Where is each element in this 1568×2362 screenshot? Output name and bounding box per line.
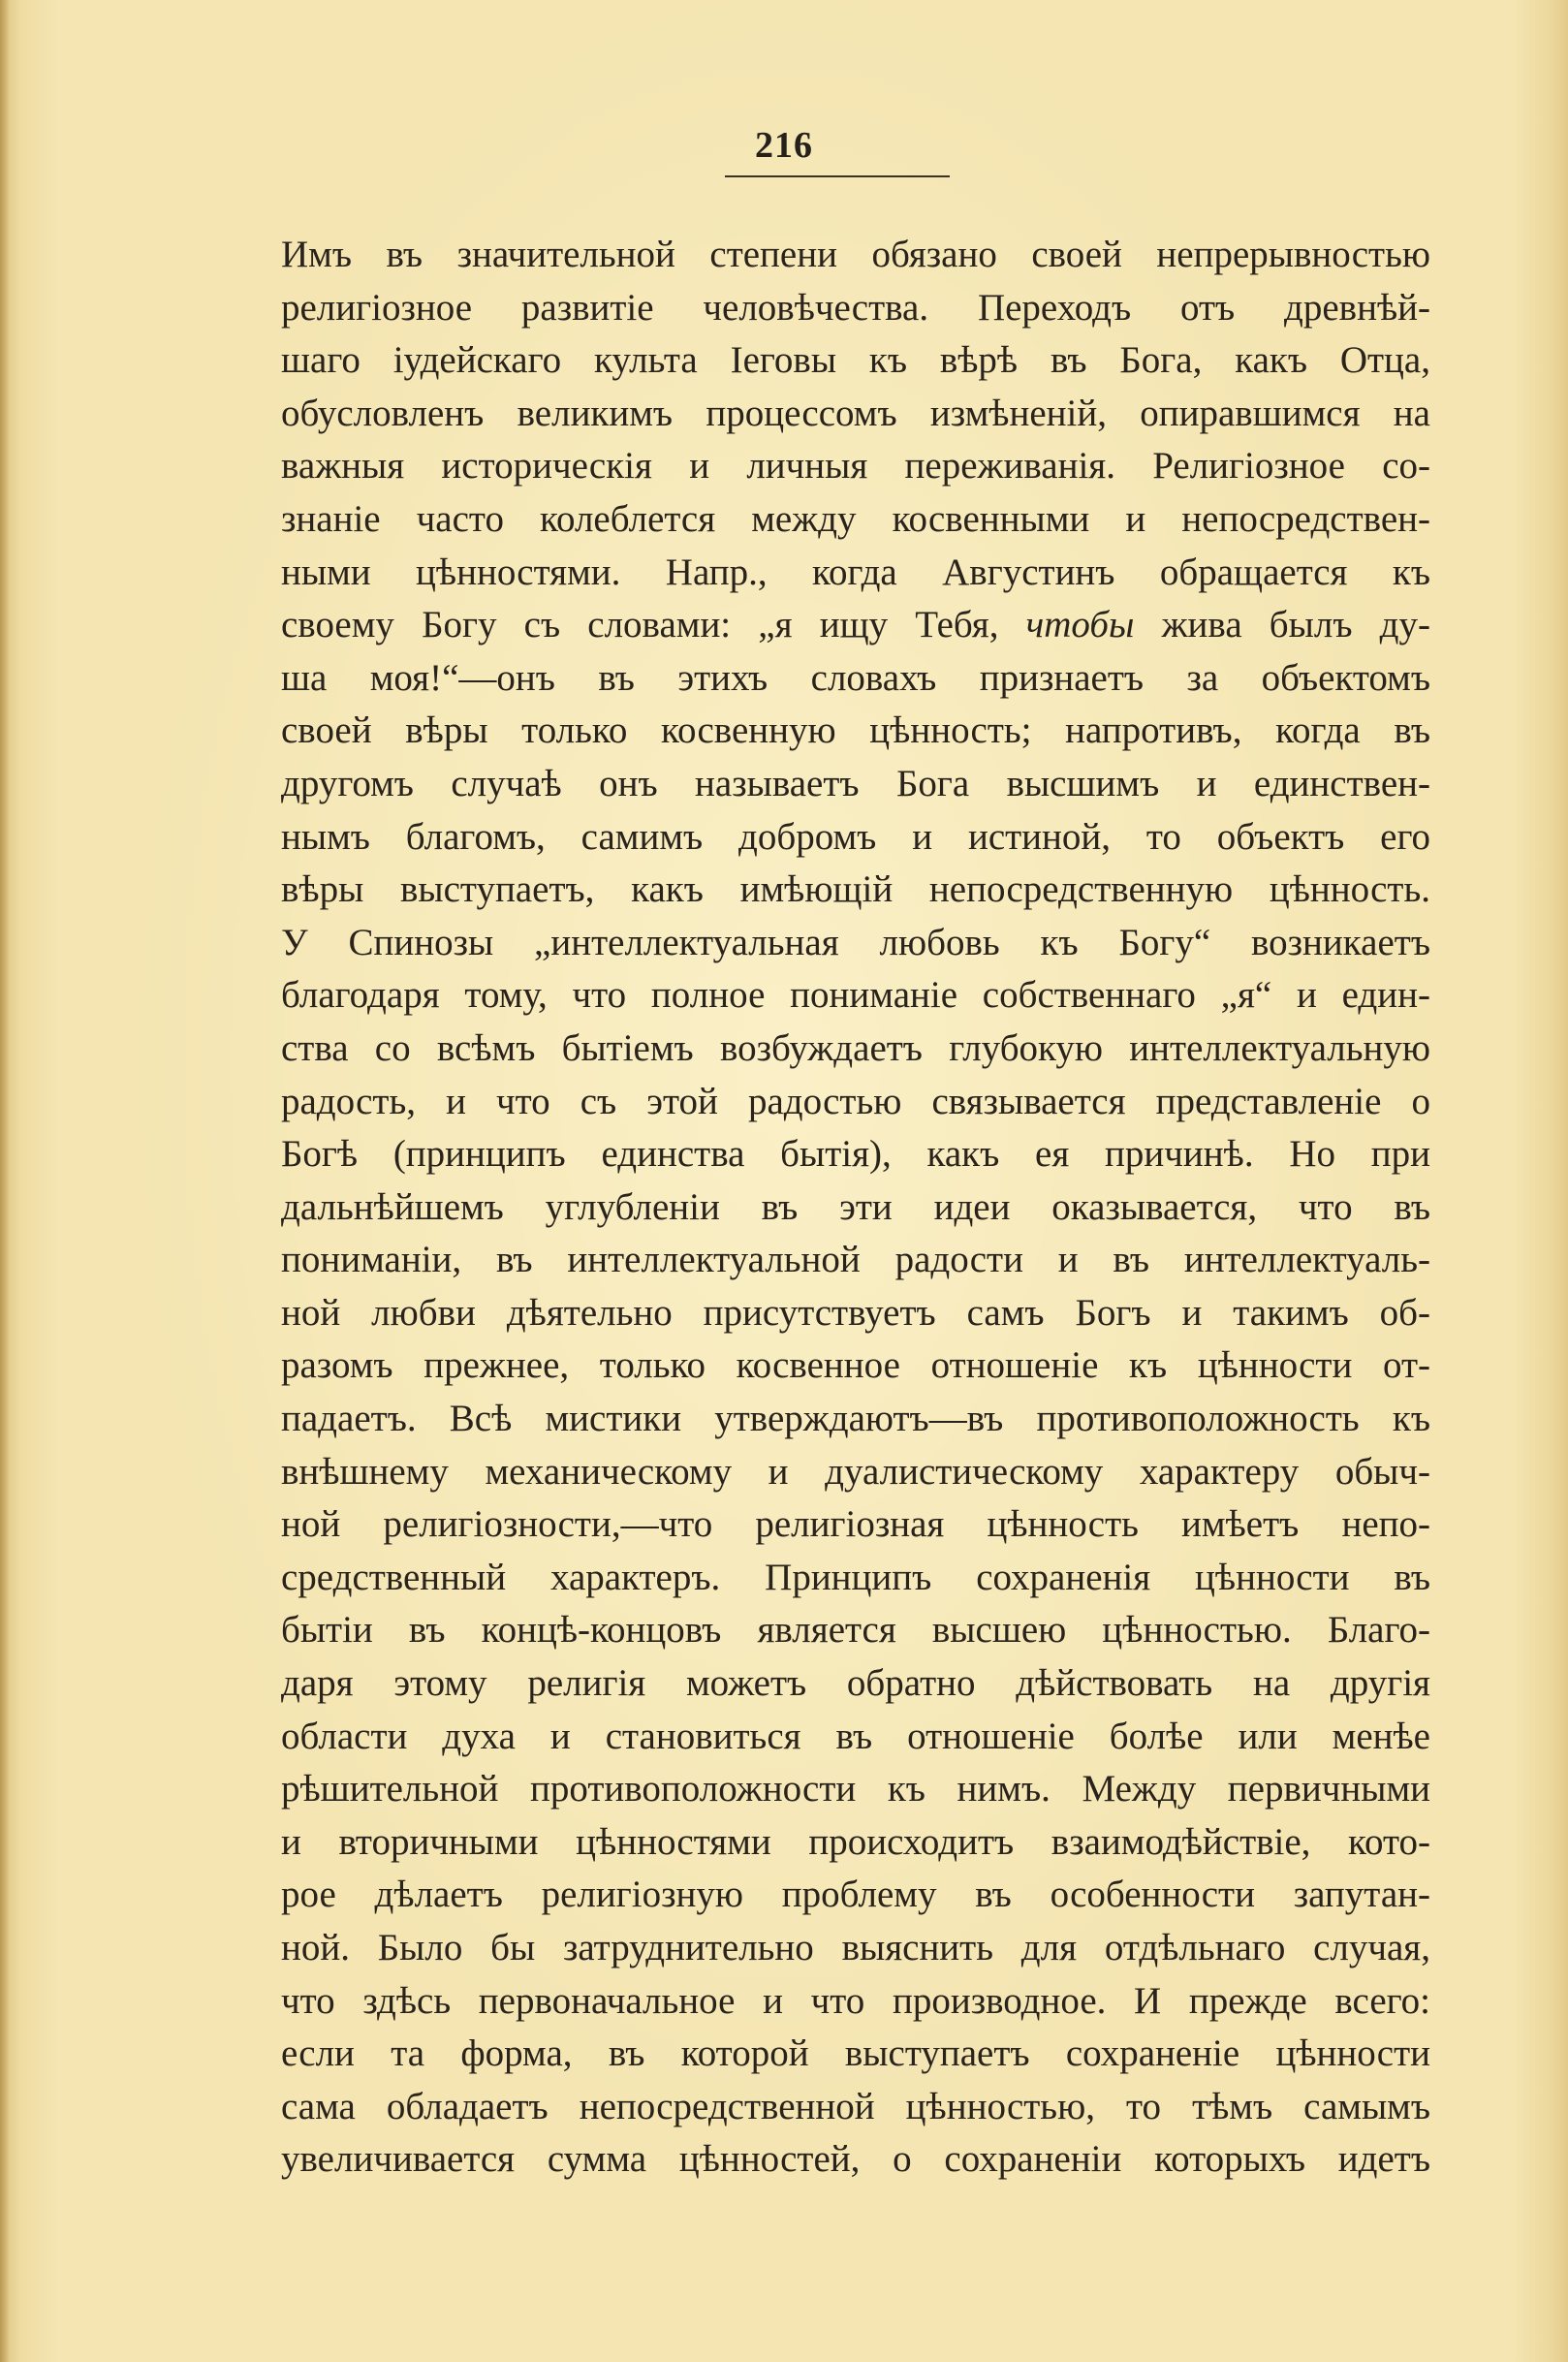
text-line-with-italic — [281, 599, 1430, 652]
text-line: вѣры выступаетъ, какъ имѣющій непосредственную цѣнность. — [281, 868, 1430, 911]
text-line: рое дѣлаетъ религіозную проблему въ особенности запутан- — [281, 1874, 1430, 1916]
text-line: знаніе часто колеблется между косвенными и непосредствен- — [281, 497, 1430, 540]
text-line: рѣшительной противоположности къ нимъ. Между первичными — [281, 1768, 1430, 1811]
body-text — [281, 229, 1430, 2187]
text-line: благодаря тому, что полное пониманіе собственнаго „я“ и един- — [281, 974, 1430, 1017]
text-line: Богѣ (принципъ единства бытія), какъ ея причинѣ. Но при — [281, 1133, 1430, 1176]
italic-word: чтобы — [1025, 604, 1135, 646]
text-line: Имъ въ значительной степени обязано своей непрерывностью — [281, 234, 1430, 275]
text-line: ства со всѣмъ бытіемъ возбуждаетъ глубокую интеллектуальную — [281, 1026, 1430, 1069]
text-line: дальнѣйшемъ углубленіи въ эти идеи оказывается, что въ — [281, 1185, 1430, 1228]
text-line: ными цѣнностями. Напр., когда Августинъ обращается къ — [281, 551, 1430, 593]
text-line: пониманіи, въ интеллектуальной радости и въ интеллектуаль- — [281, 1239, 1430, 1281]
text-line: другомъ случаѣ онъ называетъ Бога высшимъ и единствен- — [281, 762, 1430, 804]
text-line: обусловленъ великимъ процессомъ измѣненій, опиравшимся на — [281, 392, 1430, 434]
text-line: и вторичными цѣнностями происходитъ взаимодѣйствіе, кото- — [281, 1820, 1430, 1863]
text-line: шаго іудейскаго культа Іеговы къ вѣрѣ въ Бога, какъ Отца, — [281, 339, 1430, 382]
text-line: ной. Было бы затруднительно выяснить для отдѣльнаго случая, — [281, 1927, 1430, 1968]
page-number: 216 — [755, 125, 813, 166]
text-line: ной любви дѣятельно присутствуетъ самъ Богъ и такимъ об- — [281, 1291, 1430, 1334]
text-line: У Спинозы „интеллектуальная любовь къ Богу“ возникаетъ — [281, 921, 1430, 963]
text-line: внѣшнему механическому и дуалистическому характеру обыч- — [281, 1450, 1430, 1493]
text-line: нымъ благомъ, самимъ добромъ и истиной, то объектъ его — [281, 815, 1430, 858]
text-line: падаетъ. Всѣ мистики утверждаютъ—въ противоположность къ — [281, 1398, 1430, 1440]
text-line: бытіи въ концѣ-концовъ является высшею цѣнностью. Благо- — [281, 1609, 1430, 1652]
text-line: что здѣсь первоначальное и что производное. И прежде всего: — [281, 1979, 1430, 2022]
text-line: если та форма, въ которой выступаетъ сохраненіе цѣнности — [281, 2032, 1430, 2075]
text-line: увеличивается сумма цѣнностей, о сохраненіи которыхъ идетъ — [281, 2138, 1430, 2181]
text-line: радость, и что съ этой радостью связывается представленіе о — [281, 1080, 1430, 1122]
text-line: разомъ прежнее, только косвенное отношеніе къ цѣнности от- — [281, 1344, 1430, 1387]
page-edge-shadow — [0, 0, 10, 2362]
text-segment: жива былъ ду- — [1134, 604, 1430, 646]
header-rule — [725, 175, 950, 177]
text-line: сама обладаетъ непосредственной цѣнностью, то тѣмъ самымъ — [281, 2085, 1430, 2127]
text-line: своей вѣры только косвенную цѣнность; напротивъ, когда въ — [281, 709, 1430, 752]
text-line: средственный характеръ. Принципъ сохраненія цѣнности въ — [281, 1556, 1430, 1598]
text-line: ша моя!“—онъ въ этихъ словахъ признаетъ за объектомъ — [281, 656, 1430, 699]
text-line: ной религіозности,—что религіозная цѣнность имѣетъ непо- — [281, 1503, 1430, 1546]
text-line: религіозное развитіе человѣчества. Переходъ отъ древнѣй- — [281, 286, 1430, 329]
text-line: даря этому религія можетъ обратно дѣйствовать на другія — [281, 1662, 1430, 1705]
text-line: важныя историческія и личныя переживанія. Религіозное со- — [281, 445, 1430, 488]
text-line: области духа и становиться въ отношеніе болѣе или менѣе — [281, 1715, 1430, 1757]
text-segment: своему Богу съ словами: „я ищу Тебя, — [281, 604, 1026, 646]
